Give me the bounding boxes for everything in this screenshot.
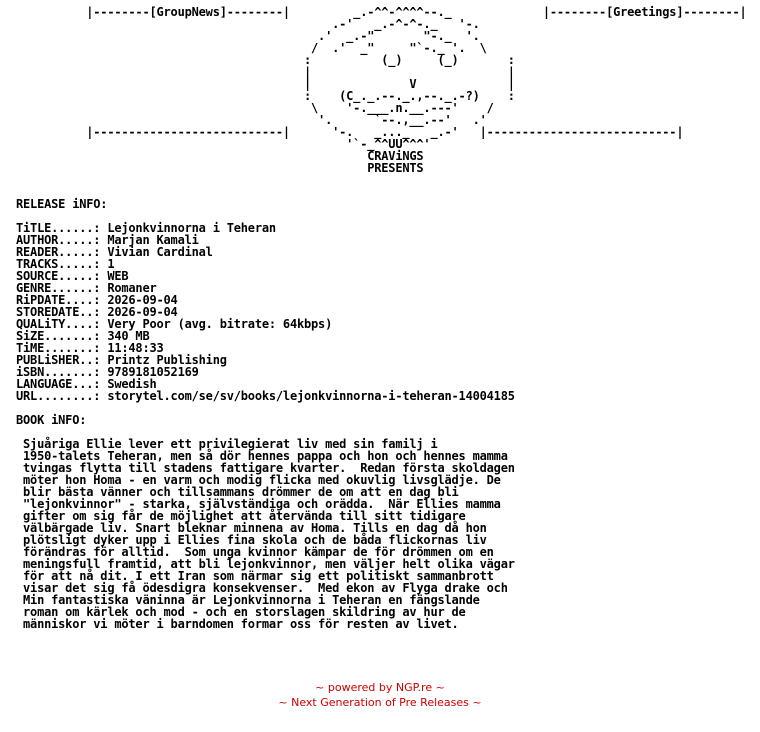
book-line: möter hon Homa - en varm och modig flicka med okuvlig livsglädje. De xyxy=(16,473,501,487)
book-line: människor vi möter i barndomen formar oss för resten av livet. xyxy=(16,617,459,631)
book-info-heading: BOOK iNFO: xyxy=(16,413,87,427)
info-line-publisher: PUBLiSHER..: Printz Publishing xyxy=(16,353,227,367)
book-line: förändras för alltid. Som unga kvinnor kämpar de för drömmen om en xyxy=(16,545,494,559)
info-line-source: SOURCE.....: WEB xyxy=(16,269,129,283)
book-line: visar det sig få ödesdigra konsekvenser. Med ekon av Flyga drake och xyxy=(16,581,508,595)
info-line-storedate: STOREDATE..: 2026-09-04 xyxy=(16,305,178,319)
book-line: plötsligt dyker upp i Ellies fina skola och de båda flickornas liv xyxy=(16,533,487,547)
ascii-art-header: |--------[GroupNews]--------| _.-^^-^^^^--._ |--------[Greetings]--------| .-' _.-^-^-._ '-. .' _.-" "-._ '. / .' _" "`-._ '. \ : (_) (_) : | | | V | : (C_._.--._.,--._.-?) : \ '-.___.n.__.---' / '. `--.,__.--' .' |---------------------------| '-. _..._ _.-' |---------------------------| '`-_^^UU^^^' CRAViNGS PRESENTS xyxy=(86,5,747,175)
book-line: gifter om sig får de möjlighet att återvända till sitt tidigare xyxy=(16,509,466,523)
book-line: tvingas flytta till stadens fattigare kvarter. Redan första skoldagen xyxy=(16,461,515,475)
book-line: för att nå dit. I ett Iran som närmar sig ett politiskt sammanbrott xyxy=(16,569,494,583)
info-line-ripdate: RiPDATE....: 2026-09-04 xyxy=(16,293,178,307)
info-line-author: AUTHOR.....: Marjan Kamali xyxy=(16,233,199,247)
info-line-time: TiME.......: 11:48:33 xyxy=(16,341,164,355)
book-line: välbärgade liv. Snart bleknar minnena av Homa. Tills en dag då hon xyxy=(16,521,487,535)
info-line-size: SiZE.......: 340 MB xyxy=(16,329,150,343)
info-line-title: TiTLE......: Lejonkvinnorna i Teheran xyxy=(16,221,276,235)
info-line-reader: READER.....: Vivian Cardinal xyxy=(16,245,213,259)
info-line-tracks: TRACKS.....: 1 xyxy=(16,257,115,271)
info-line-isbn: iSBN.......: 9789181052169 xyxy=(16,365,199,379)
book-line: meningsfull framtid, att bli lejonkvinnor, men väljer helt olika vägar xyxy=(16,557,515,571)
release-info-list xyxy=(16,222,747,402)
info-line-genre: GENRE......: Romaner xyxy=(16,281,157,295)
info-line-language: LANGUAGE...: Swedish xyxy=(16,377,157,391)
footer-powered-by: ~ powered by NGP.re ~ xyxy=(315,681,445,694)
book-line: Min fantastiska väninna är Lejonkvinnorna i Teheran en fängslande xyxy=(16,593,480,607)
info-line-quality: QUALiTY....: Very Poor (avg. bitrate: 64kbps) xyxy=(16,317,333,331)
book-line: "lejonkvinnor" - starka, självständiga och orädda. När Ellies mamma xyxy=(16,497,501,511)
book-line: 1950-talets Teheran, men så dör hennes pappa och hon och hennes mamma xyxy=(16,449,508,463)
nfo-document xyxy=(16,6,747,630)
footer-tagline: ~ Next Generation of Pre Releases ~ xyxy=(278,696,482,709)
book-line: roman om kärlek och mod - och en storslagen skildring av hur de xyxy=(16,605,466,619)
book-line: Sjuåriga Ellie lever ett privilegierat liv med sin familj i xyxy=(16,437,438,451)
book-info-text xyxy=(16,438,747,630)
book-line: blir bästa vänner och tillsammans drömmer de om att en dag bli xyxy=(16,485,459,499)
info-line-url: URL........: storytel.com/se/sv/books/lejonkvinnorna-i-teheran-14004185 xyxy=(16,389,515,403)
release-info-heading: RELEASE iNFO: xyxy=(16,197,108,211)
